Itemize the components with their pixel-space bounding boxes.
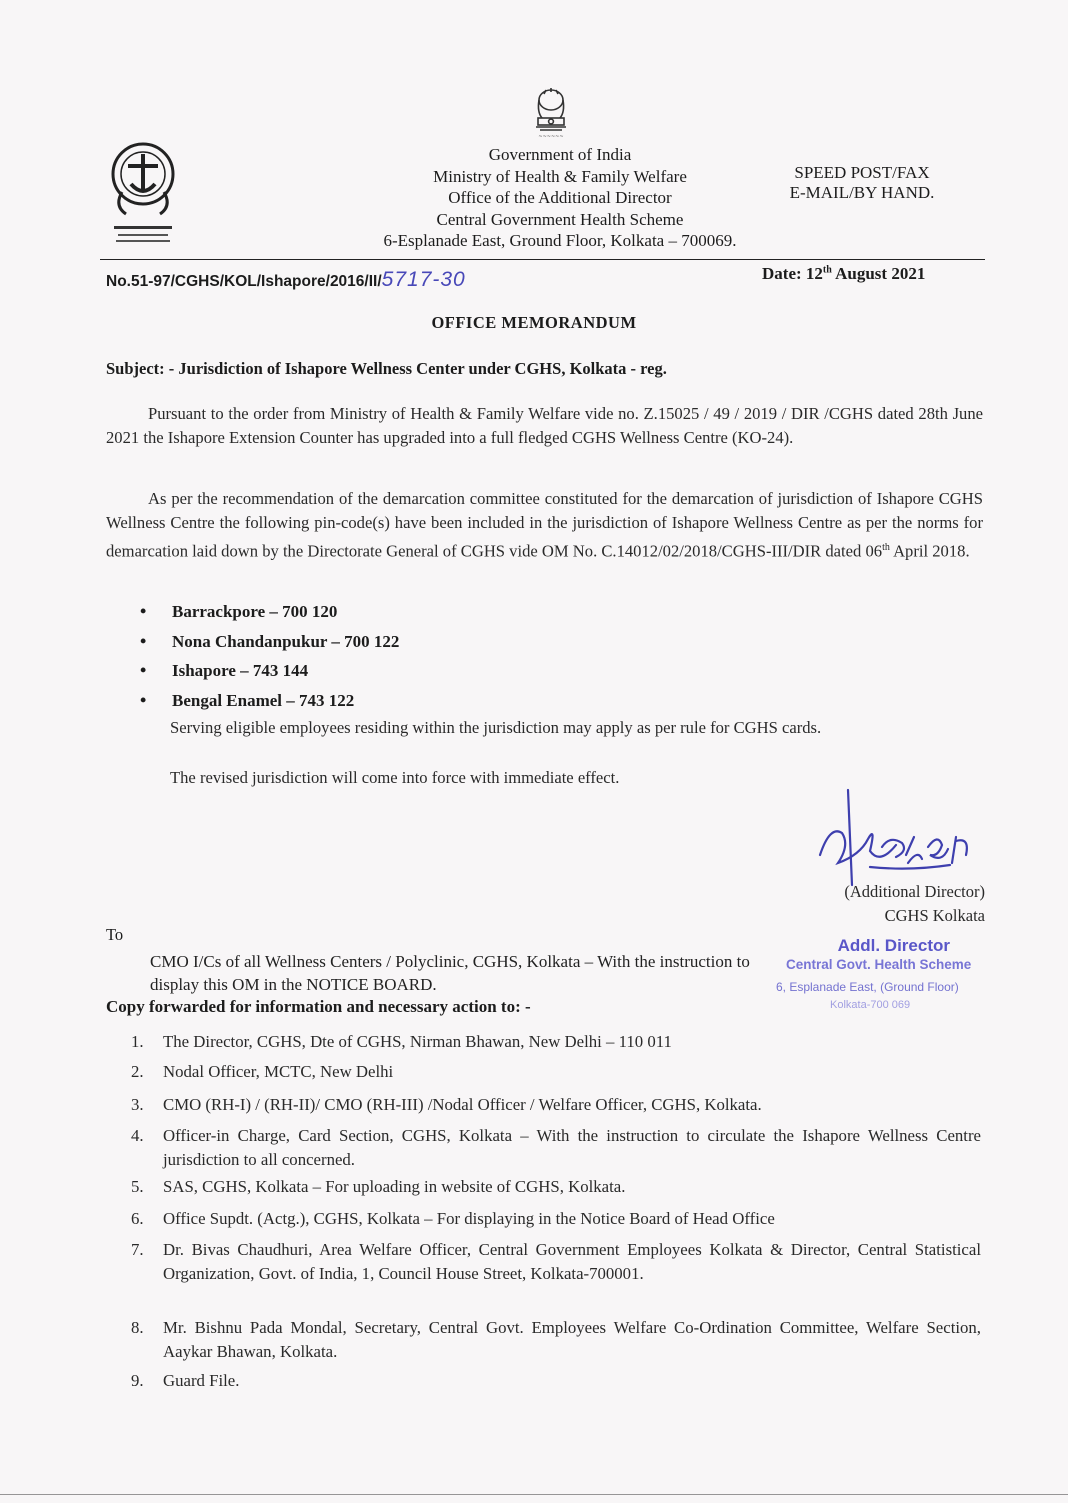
paragraph-recommendation: [106, 487, 983, 563]
pincode-item: • Barrackpore – 700 120: [140, 597, 399, 627]
list-text: Office Supdt. (Actg.), CGHS, Kolkata – For displaying in the Notice Board of Head Office: [163, 1209, 775, 1228]
list-item: [131, 1093, 981, 1117]
list-item: [131, 1030, 981, 1054]
svg-text:~~~~~~: ~~~~~~: [538, 134, 564, 140]
pincode-item: • Nona Chandanpukur – 700 122: [140, 627, 399, 657]
list-number: 4.: [131, 1126, 144, 1145]
recipient-line-1: CMO I/Cs of all Wellness Centers / Polyclinic, CGHS, Kolkata – With the instruction to: [150, 952, 750, 971]
list-number: 2.: [131, 1062, 144, 1081]
header-divider: [100, 259, 985, 260]
paragraph-recommendation-end: April 2018.: [889, 541, 970, 561]
office-header: [330, 144, 790, 252]
list-number: 7.: [131, 1240, 144, 1259]
signatory-title: (Additional Director): [844, 882, 985, 901]
list-text: Mr. Bishnu Pada Mondal, Secretary, Central Govt. Employees Welfare Co-Ordination Committee, Welfare Section, Aaykar Bhawan, Kolkata.: [163, 1318, 981, 1361]
recipient-block: [150, 950, 750, 996]
list-text: The Director, CGHS, Dte of CGHS, Nirman Bhawan, New Delhi – 110 011: [163, 1032, 672, 1051]
list-number: 5.: [131, 1177, 144, 1196]
list-item: [131, 1175, 981, 1199]
reference-number: [106, 268, 466, 292]
header-line-ministry: Ministry of Health & Family Welfare: [433, 166, 687, 186]
page-bottom-edge: [0, 1494, 1068, 1495]
memo-subject: Subject: - Jurisdiction of Ishapore Wellness Center under CGHS, Kolkata - reg.: [106, 359, 667, 378]
delivery-line-1: SPEED POST/FAX: [794, 163, 930, 182]
recipient-line-2: display this OM in the NOTICE BOARD.: [150, 975, 437, 994]
list-item: [131, 1060, 981, 1084]
stamp-designation: Addl. Director: [837, 936, 950, 955]
list-item: [131, 1124, 981, 1171]
list-text: Guard File.: [163, 1371, 240, 1390]
list-text: CMO (RH-I) / (RH-II)/ CMO (RH-III) /Nodal Officer / Welfare Officer, CGHS, Kolkata.: [163, 1095, 762, 1114]
list-item: [131, 1238, 981, 1285]
memo-title: OFFICE MEMORANDUM: [431, 313, 637, 332]
to-label: To: [106, 925, 124, 944]
list-number: 6.: [131, 1209, 144, 1228]
stamp-city: Kolkata-700 069: [830, 999, 911, 1011]
memo-date: [762, 264, 925, 284]
list-number: 3.: [131, 1095, 144, 1114]
pincode-item: • Ishapore – 743 144: [140, 656, 399, 686]
list-number: 1.: [131, 1032, 144, 1051]
list-text: Officer-in Charge, Card Section, CGHS, Kolkata – With the instruction to circulate the Ishapore Wellness Centre jurisdiction to all concerned.: [163, 1126, 981, 1169]
header-line-address: 6-Esplanade East, Ground Floor, Kolkata – 700069.: [383, 231, 737, 250]
delivery-mode: [752, 163, 972, 203]
list-item: [131, 1316, 981, 1363]
paragraph-effect: The revised jurisdiction will come into force with immediate effect.: [170, 768, 620, 787]
pincode-list: [140, 597, 399, 715]
list-text: Dr. Bivas Chaudhuri, Area Welfare Officer, Central Government Employees Kolkata & Director, Central Statistical Organization, Govt. of India, 1, Council House Street, Kolkata-700001.: [163, 1240, 981, 1283]
header-line-office: Office of the Additional Director: [448, 188, 672, 207]
copy-forwarded-heading: Copy forwarded for information and necessary action to: -: [106, 997, 531, 1016]
list-text: SAS, CGHS, Kolkata – For uploading in website of CGHS, Kolkata.: [163, 1177, 626, 1196]
paragraph-order: Pursuant to the order from Ministry of Health & Family Welfare vide no. Z.15025 / 49 / 2019 / DIR /CGHS dated 28th June 2021 the Ishapore Extension Counter has upgraded into a full fledged CGHS Wellness Centre (KO-24).: [106, 404, 983, 448]
date-sup: th: [822, 264, 832, 276]
signatory-block: [800, 880, 985, 928]
delivery-line-2: E-MAIL/BY HAND.: [789, 183, 935, 202]
list-item: [131, 1369, 981, 1393]
date-prefix: Date: 12: [762, 264, 823, 283]
date-suffix: August 2021: [831, 264, 926, 283]
stamp-address: 6, Esplanade East, (Ground Floor): [776, 980, 959, 994]
signatory-office: CGHS Kolkata: [884, 906, 985, 925]
reference-number-text: No.51-97/CGHS/KOL/Ishapore/2016/II/: [106, 273, 382, 290]
national-emblem-icon: [524, 86, 578, 140]
list-item: [131, 1207, 981, 1231]
stamp-organization: Central Govt. Health Scheme: [786, 957, 972, 972]
list-number: 9.: [131, 1371, 144, 1390]
paragraph-recommendation-sup: th: [882, 541, 890, 553]
paragraph-eligibility: Serving eligible employees residing within the jurisdiction may apply as per rule for CGHS cards.: [170, 718, 822, 737]
list-text: Nodal Officer, MCTC, New Delhi: [163, 1062, 394, 1081]
header-line-government: Government of India: [488, 145, 632, 164]
paragraph-recommendation-main: As per the recommendation of the demarcation committee constituted for the demarcation of jurisdiction of Ishapore CGHS Wellness Centre the following pin-code(s) have been included in the jurisdiction of Ishapore Wellness Centre as per the norms for demarcation laid down by the Directorate General of CGHS vide OM No. C.14012/02/2018/CGHS-III/DIR dated 06: [106, 489, 983, 561]
header-line-scheme: Central Government Health Scheme: [436, 209, 684, 229]
pincode-item: • Bengal Enamel – 743 122: [140, 686, 399, 716]
reference-handwritten: 5717-30: [381, 268, 466, 291]
cghs-logo-icon: [104, 136, 182, 248]
list-number: 8.: [131, 1318, 144, 1337]
